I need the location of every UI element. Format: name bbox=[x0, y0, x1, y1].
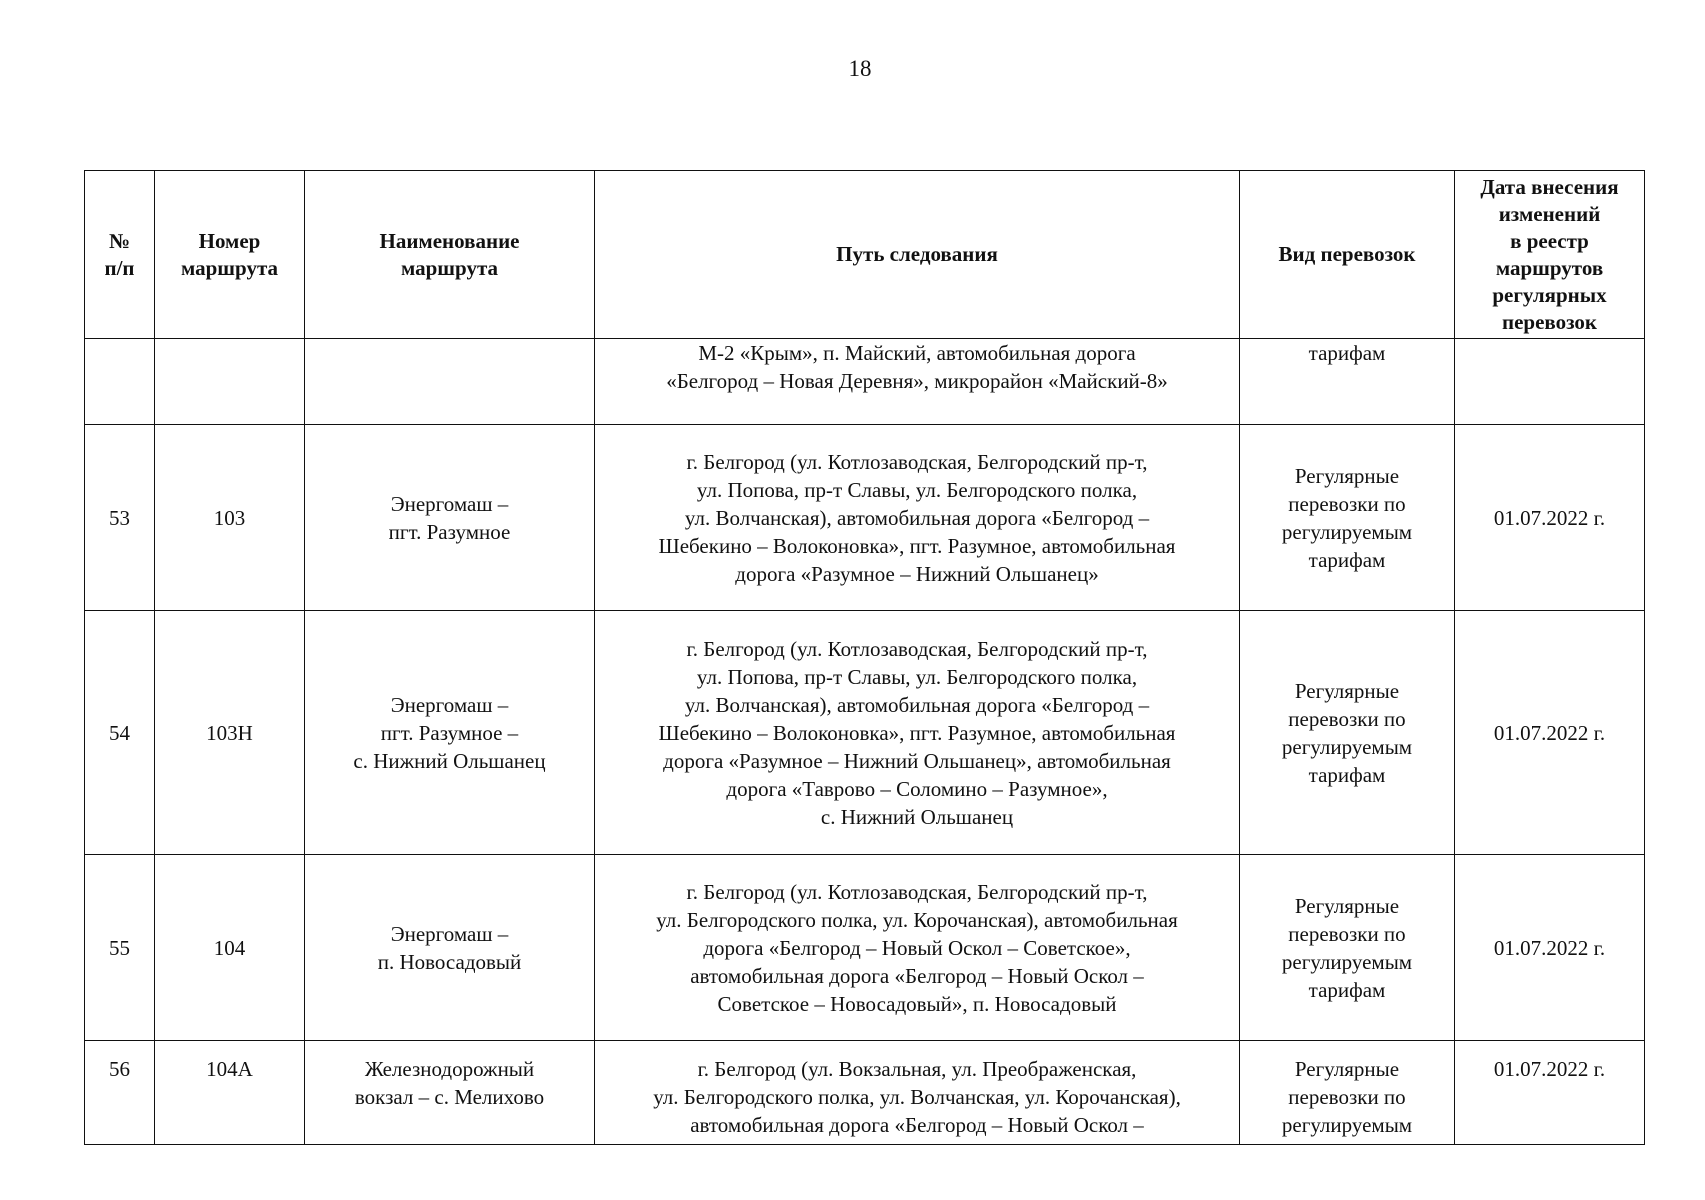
table-row bbox=[85, 425, 1645, 611]
cell-path: М-2 «Крым», п. Майский, автомобильная дорога «Белгород – Новая Деревня», микрорайон «Майский-8» bbox=[595, 339, 1240, 425]
cell-num: 56 bbox=[85, 1041, 155, 1145]
header-date: Дата внесения изменений в реестр маршрутов регулярных перевозок bbox=[1455, 171, 1645, 339]
cell-route-name: Энергомаш – пгт. Разумное bbox=[305, 425, 595, 611]
cell-route-number: 103Н bbox=[155, 611, 305, 855]
cell-date: 01.07.2022 г. bbox=[1455, 1041, 1645, 1145]
table-row bbox=[85, 1041, 1645, 1145]
cell-transport-type: Регулярные перевозки по регулируемым тарифам bbox=[1240, 425, 1455, 611]
table-row bbox=[85, 855, 1645, 1041]
header-num: № п/п bbox=[85, 171, 155, 339]
cell-route-name: Энергомаш – пгт. Разумное – с. Нижний Ольшанец bbox=[305, 611, 595, 855]
cell-transport-type: Регулярные перевозки по регулируемым тарифам bbox=[1240, 855, 1455, 1041]
cell-num: 54 bbox=[85, 611, 155, 855]
cell-date: 01.07.2022 г. bbox=[1455, 425, 1645, 611]
header-transport-type: Вид перевозок bbox=[1240, 171, 1455, 339]
cell-transport-type: Регулярные перевозки по регулируемым bbox=[1240, 1041, 1455, 1145]
cell-path: г. Белгород (ул. Котлозаводская, Белгородский пр-т, ул. Попова, пр-т Славы, ул. Белгородского полка, ул. Волчанская), автомобильная дорога «Белгород – Шебекино – Волоконовка», пгт. Разумное, автомобильная дорога «Разумное – Нижний Ольшанец» bbox=[595, 425, 1240, 611]
header-path: Путь следования bbox=[595, 171, 1240, 339]
cell-path: г. Белгород (ул. Котлозаводская, Белгородский пр-т, ул. Попова, пр-т Славы, ул. Белгородского полка, ул. Волчанская), автомобильная дорога «Белгород – Шебекино – Волоконовка», пгт. Разумное, автомобильная дорога «Разумное – Нижний Ольшанец», автомобильная дорога «Таврово – Соломино – Разумное», с. Нижний Ольшанец bbox=[595, 611, 1240, 855]
cell-transport-type: тарифам bbox=[1240, 339, 1455, 425]
table-row bbox=[85, 339, 1645, 425]
cell-num: 55 bbox=[85, 855, 155, 1041]
cell-num: 53 bbox=[85, 425, 155, 611]
routes-table bbox=[84, 170, 1645, 1145]
cell-route-name bbox=[305, 339, 595, 425]
cell-route-number bbox=[155, 339, 305, 425]
table-header-row bbox=[85, 171, 1645, 339]
cell-route-number: 103 bbox=[155, 425, 305, 611]
page-number: 18 bbox=[848, 56, 872, 81]
cell-transport-type: Регулярные перевозки по регулируемым тарифам bbox=[1240, 611, 1455, 855]
table-row bbox=[85, 611, 1645, 855]
cell-route-name: Железнодорожный вокзал – с. Мелихово bbox=[305, 1041, 595, 1145]
cell-date: 01.07.2022 г. bbox=[1455, 855, 1645, 1041]
cell-date: 01.07.2022 г. bbox=[1455, 611, 1645, 855]
cell-num bbox=[85, 339, 155, 425]
header-route-number: Номер маршрута bbox=[155, 171, 305, 339]
cell-path: г. Белгород (ул. Котлозаводская, Белгородский пр-т, ул. Белгородского полка, ул. Корочанская), автомобильная дорога «Белгород – Новый Оскол – Советское», автомобильная дорога «Белгород – Новый Оскол – Советское – Новосадовый», п. Новосадовый bbox=[595, 855, 1240, 1041]
header-route-name: Наименование маршрута bbox=[305, 171, 595, 339]
cell-date bbox=[1455, 339, 1645, 425]
cell-route-name: Энергомаш – п. Новосадовый bbox=[305, 855, 595, 1041]
cell-route-number: 104 bbox=[155, 855, 305, 1041]
cell-route-number: 104А bbox=[155, 1041, 305, 1145]
cell-path: г. Белгород (ул. Вокзальная, ул. Преображенская, ул. Белгородского полка, ул. Волчанская, ул. Корочанская), автомобильная дорога «Белгород – Новый Оскол – bbox=[595, 1041, 1240, 1145]
